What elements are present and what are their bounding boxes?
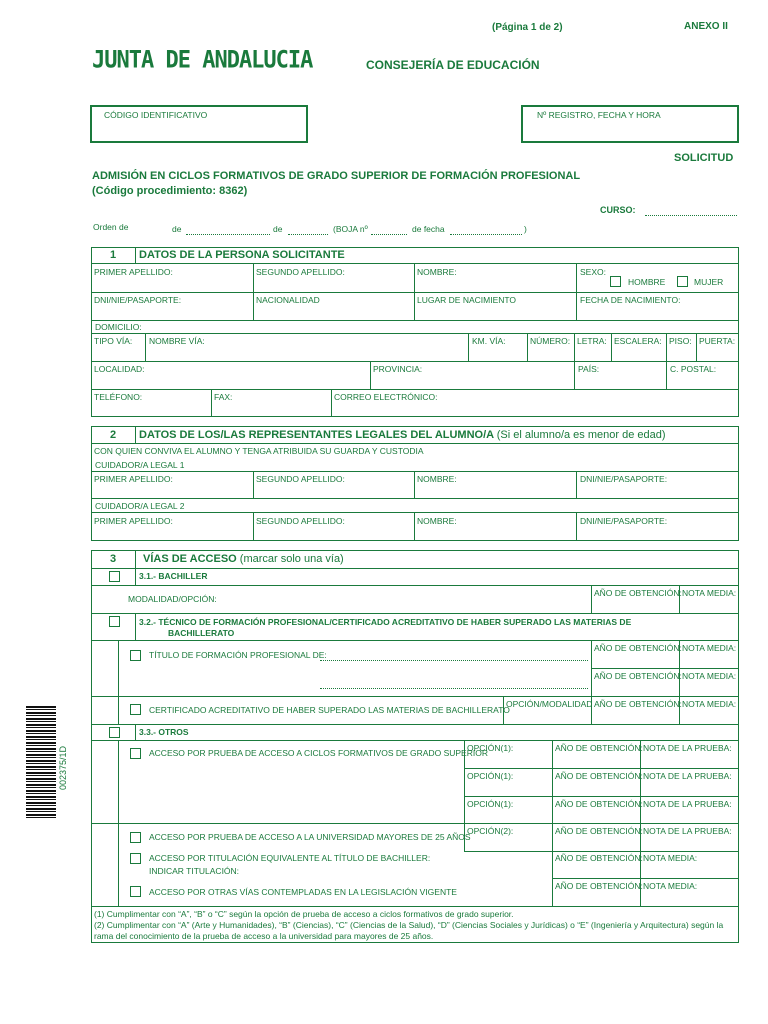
titulacion-checkbox[interactable] xyxy=(130,853,141,864)
solicitud-label: SOLICITUD xyxy=(674,152,734,164)
s1-pais[interactable]: PAÍS: xyxy=(578,364,600,374)
titulo-fp-anio-2[interactable]: AÑO DE OBTENCIÓN: xyxy=(594,671,682,681)
s1-numero[interactable]: NÚMERO: xyxy=(530,336,571,346)
footnote-2a: (2) Cumplimentar con “A” (Arte y Humanidades), “B” (Ciencias), “C” (Ciencias de la Salud), “D” (Ciencias Sociales y Jurídicas) o “E” (Ingeniería y Arquitectura) según la xyxy=(94,920,724,930)
titulacion-anio[interactable]: AÑO DE OBTENCIÓN: xyxy=(555,853,643,863)
section2-title-text: DATOS DE LOS/LAS REPRESENTANTES LEGALES DEL ALUMNO/A xyxy=(139,429,494,441)
otras-vias-checkbox[interactable] xyxy=(130,886,141,897)
titulo-fp-checkbox[interactable] xyxy=(130,650,141,661)
tecnico-label-line1: 3.2.- TÉCNICO DE FORMACIÓN PROFESIONAL/CERTIFICADO ACREDITATIVO DE HABER SUPERADO LAS MATERIAS DE xyxy=(139,617,632,627)
certificado-checkbox[interactable] xyxy=(130,704,141,715)
hombre-checkbox[interactable] xyxy=(610,276,621,287)
titulo-fp-label: TÍTULO DE FORMACIÓN PROFESIONAL DE: xyxy=(149,650,327,660)
bachiller-checkbox[interactable] xyxy=(109,571,120,582)
bachiller-label: 3.1.- BACHILLER xyxy=(139,571,208,581)
otras-vias-anio[interactable]: AÑO DE OBTENCIÓN: xyxy=(555,881,643,891)
annex-label: ANEXO II xyxy=(684,21,728,32)
certificado-nota[interactable]: NOTA MEDIA: xyxy=(682,699,737,709)
prueba-cfgs-checkbox[interactable] xyxy=(130,748,141,759)
consejeria-label: CONSEJERÍA DE EDUCACIÓN xyxy=(366,58,540,72)
s1-piso[interactable]: PISO: xyxy=(669,336,692,346)
orden-day-field[interactable] xyxy=(186,234,270,235)
s1-nacionalidad[interactable]: NACIONALIDAD xyxy=(256,295,320,305)
orden-de1: de xyxy=(172,224,182,234)
s1-localidad[interactable]: LOCALIDAD: xyxy=(94,364,145,374)
s2-c2-segundo-apellido[interactable]: SEGUNDO APELLIDO: xyxy=(256,516,345,526)
curso-label: CURSO: xyxy=(600,205,636,215)
fecha-label: de fecha xyxy=(412,224,445,234)
otros-label: 3.3.- OTROS xyxy=(139,727,189,737)
codigo-identificativo-label: CÓDIGO IDENTIFICATIVO xyxy=(104,110,208,120)
s1-telefono[interactable]: TELÉFONO: xyxy=(94,392,143,402)
s2-c2-primer-apellido[interactable]: PRIMER APELLIDO: xyxy=(94,516,173,526)
s1-segundo-apellido[interactable]: SEGUNDO APELLIDO: xyxy=(256,267,345,277)
section2-title xyxy=(139,429,666,441)
junta-logo-text: JUNTA DE ANDALUCIA xyxy=(92,46,313,75)
curso-field[interactable] xyxy=(645,215,737,216)
s2-c2-dni[interactable]: DNI/NIE/PASAPORTE: xyxy=(580,516,668,526)
cfgs-opcion-2[interactable]: OPCIÓN(1): xyxy=(467,771,514,781)
codigo-identificativo-box[interactable] xyxy=(90,105,308,143)
s1-km-via[interactable]: KM. VÍA: xyxy=(472,336,506,346)
s1-fax[interactable]: FAX: xyxy=(214,392,233,402)
titulo-fp-field-2[interactable] xyxy=(320,688,588,689)
cfgs-anio-3[interactable]: AÑO DE OBTENCIÓN: xyxy=(555,799,643,809)
section3-title xyxy=(143,553,344,565)
s1-nombre-via[interactable]: NOMBRE VÍA: xyxy=(149,336,205,346)
barcode-code: 002375/1D xyxy=(58,745,68,790)
s2-c2-nombre[interactable]: NOMBRE: xyxy=(417,516,457,526)
registro-label: Nº REGISTRO, FECHA Y HORA xyxy=(537,110,661,120)
section1-number: 1 xyxy=(110,249,117,261)
s1-correo[interactable]: CORREO ELECTRÓNICO: xyxy=(334,392,438,402)
titulo-fp-anio-1[interactable]: AÑO DE OBTENCIÓN: xyxy=(594,643,682,653)
section3-note: (marcar solo una vía) xyxy=(239,553,344,565)
section2-note: (Si el alumno/a es menor de edad) xyxy=(496,429,666,441)
s2-c1-dni[interactable]: DNI/NIE/PASAPORTE: xyxy=(580,474,668,484)
s1-sexo-label: SEXO: xyxy=(580,267,606,277)
orden-year-field[interactable] xyxy=(288,234,328,235)
form-title: ADMISIÓN EN CICLOS FORMATIVOS DE GRADO SUPERIOR DE FORMACIÓN PROFESIONAL xyxy=(92,170,581,182)
s2-c1-segundo-apellido[interactable]: SEGUNDO APELLIDO: xyxy=(256,474,345,484)
titulacion-nota[interactable]: NOTA MEDIA: xyxy=(643,853,698,863)
s1-letra[interactable]: LETRA: xyxy=(577,336,607,346)
titulacion-label: ACCESO POR TITULACIÓN EQUIVALENTE AL TÍTULO DE BACHILLER: xyxy=(149,853,431,863)
indicar-titulacion-label[interactable]: INDICAR TITULACIÓN: xyxy=(149,866,240,876)
procedure-code: (Código procedimiento: 8362) xyxy=(92,185,248,197)
s1-c-postal[interactable]: C. POSTAL: xyxy=(670,364,717,374)
certificado-label: CERTIFICADO ACREDITATIVO DE HABER SUPERADO LAS MATERIAS DE BACHILLERATO xyxy=(149,705,510,715)
certificado-anio[interactable]: AÑO DE OBTENCIÓN: xyxy=(594,699,682,709)
orden-label: Orden de xyxy=(93,222,129,232)
cfgs-opcion-3[interactable]: OPCIÓN(1): xyxy=(467,799,514,809)
tecnico-checkbox[interactable] xyxy=(109,616,120,627)
s1-dni[interactable]: DNI/NIE/PASAPORTE: xyxy=(94,295,182,305)
univ-nota[interactable]: NOTA DE LA PRUEBA: xyxy=(643,826,732,836)
univ-opcion[interactable]: OPCIÓN(2): xyxy=(467,826,514,836)
bachiller-anio[interactable]: AÑO DE OBTENCIÓN: xyxy=(594,588,682,598)
s1-domicilio: DOMICILIO: xyxy=(95,322,142,332)
otras-vias-label: ACCESO POR OTRAS VÍAS CONTEMPLADAS EN LA LEGISLACIÓN VIGENTE xyxy=(149,887,457,897)
s1-primer-apellido[interactable]: PRIMER APELLIDO: xyxy=(94,267,173,277)
section2-number: 2 xyxy=(110,429,117,441)
registro-box[interactable] xyxy=(521,105,739,143)
cfgs-nota-3[interactable]: NOTA DE LA PRUEBA: xyxy=(643,799,732,809)
orden-de2: de xyxy=(273,224,283,234)
s1-nombre[interactable]: NOMBRE: xyxy=(417,267,457,277)
mujer-label: MUJER xyxy=(694,277,724,287)
otras-vias-nota[interactable]: NOTA MEDIA: xyxy=(643,881,698,891)
univ-anio[interactable]: AÑO DE OBTENCIÓN: xyxy=(555,826,643,836)
s1-puerta[interactable]: PUERTA: xyxy=(699,336,736,346)
fecha-close: ) xyxy=(524,224,527,234)
otros-checkbox[interactable] xyxy=(109,727,120,738)
section3-number: 3 xyxy=(110,553,117,565)
hombre-label: HOMBRE xyxy=(628,277,666,287)
s1-lugar-nacimiento[interactable]: LUGAR DE NACIMIENTO xyxy=(417,295,517,305)
section1-title: DATOS DE LA PERSONA SOLICITANTE xyxy=(139,249,345,261)
bachiller-nota-media[interactable]: NOTA MEDIA: xyxy=(682,588,737,598)
page-number: (Página 1 de 2) xyxy=(492,22,563,33)
tecnico-label-line2: BACHILLERATO xyxy=(168,628,235,638)
titulo-fp-nota-1[interactable]: NOTA MEDIA: xyxy=(682,643,737,653)
cfgs-opcion-1[interactable]: OPCIÓN(1): xyxy=(467,743,514,753)
barcode-image xyxy=(26,706,56,818)
boja-label: (BOJA nº xyxy=(333,224,368,234)
fecha-field[interactable] xyxy=(450,234,522,235)
s2-c1-primer-apellido[interactable]: PRIMER APELLIDO: xyxy=(94,474,173,484)
s1-fecha-nacimiento[interactable]: FECHA DE NACIMIENTO: xyxy=(580,295,681,305)
cfgs-anio-2[interactable]: AÑO DE OBTENCIÓN: xyxy=(555,771,643,781)
s1-provincia[interactable]: PROVINCIA: xyxy=(373,364,423,374)
titulo-fp-nota-2[interactable]: NOTA MEDIA: xyxy=(682,671,737,681)
s1-tipo-via[interactable]: TIPO VÍA: xyxy=(94,336,133,346)
bachiller-modalidad[interactable]: MODALIDAD/OPCIÓN: xyxy=(128,594,217,604)
cfgs-nota-2[interactable]: NOTA DE LA PRUEBA: xyxy=(643,771,732,781)
section3-title-text: VÍAS DE ACCESO xyxy=(143,553,237,565)
titulo-fp-field-1[interactable] xyxy=(320,660,588,661)
s2-c1-nombre[interactable]: NOMBRE: xyxy=(417,474,457,484)
s2-cuidador1: CUIDADOR/A LEGAL 1 xyxy=(95,460,185,470)
cfgs-nota-1[interactable]: NOTA DE LA PRUEBA: xyxy=(643,743,732,753)
prueba-univ-checkbox[interactable] xyxy=(130,832,141,843)
mujer-checkbox[interactable] xyxy=(677,276,688,287)
boja-field[interactable] xyxy=(371,234,407,235)
prueba-univ-label: ACCESO POR PRUEBA DE ACCESO A LA UNIVERSIDAD MAYORES DE 25 AÑOS xyxy=(149,832,471,842)
s2-cuidador2: CUIDADOR/A LEGAL 2 xyxy=(95,501,185,511)
certificado-opcion[interactable]: OPCIÓN/MODALIDAD xyxy=(506,699,593,709)
prueba-cfgs-label: ACCESO POR PRUEBA DE ACCESO A CICLOS FORMATIVOS DE GRADO SUPERIOR xyxy=(149,748,488,758)
cfgs-anio-1[interactable]: AÑO DE OBTENCIÓN: xyxy=(555,743,643,753)
footnote-2b: rama del conocimiento de la prueba de acceso a la universidad para mayores de 25 años. xyxy=(94,931,434,941)
s2-intro: CON QUIEN CONVIVA EL ALUMNO Y TENGA ATRIBUIDA SU GUARDA Y CUSTODIA xyxy=(94,446,424,456)
s1-escalera[interactable]: ESCALERA: xyxy=(614,336,662,346)
footnote-1: (1) Cumplimentar con “A”, “B” o “C” según la opción de prueba de acceso a ciclos formativos de grado superior. xyxy=(94,909,514,919)
